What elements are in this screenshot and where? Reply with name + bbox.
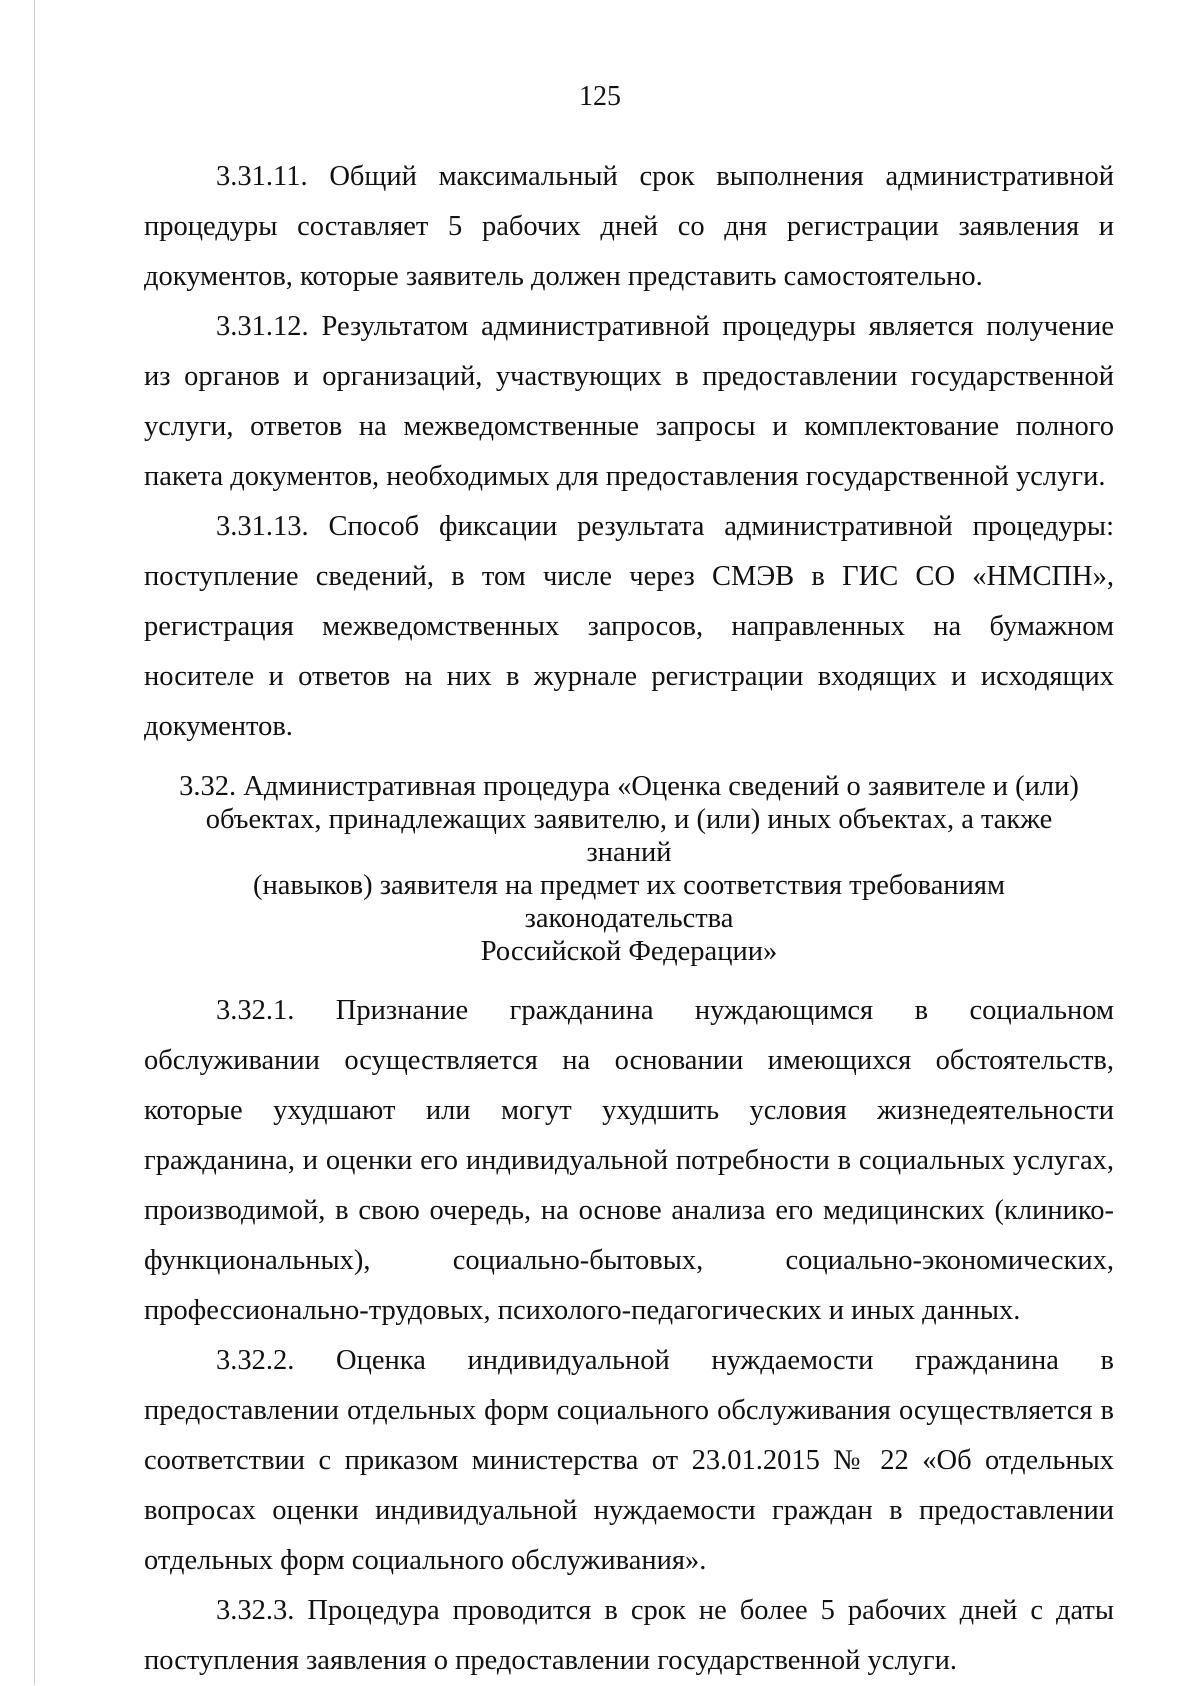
document-body	[144, 152, 1114, 1686]
section-heading-line: объектах, принадлежащих заявителю, и (или) иных объектах, а также знаний	[205, 804, 1053, 868]
paragraph-3-32-1: 3.32.1. Признание гражданина нуждающимся в социальном обслуживании осуществляется на основании имеющихся обстоятельств, которые ухудшают или могут ухудшить условия жизнедеятельности гражданина, и оценки его индивидуальной потребности в социальных услугах, производимой, в свою очередь, на основе анализа его медицинских (клинико-функциональных), социально-бытовых, социально-экономических, профессионально-трудовых, психолого-педагогических и иных данных.	[144, 995, 1114, 1326]
section-heading-3-32	[144, 770, 1114, 968]
section-heading-line: 3.32. Административная процедура «Оценка сведений о заявителе и (или)	[179, 771, 1079, 802]
section-heading-line: Российской Федерации»	[480, 936, 778, 967]
scan-edge-left	[34, 0, 35, 1685]
paragraph-3-31-12: 3.31.12. Результатом административной процедуры является получение из органов и организаций, участвующих в предоставлении государственной услуги, ответов на межведомственные запросы и комплектование полного пакета документов, необходимых для предоставления государственной услуги.	[144, 311, 1114, 492]
paragraph-3-31-13: 3.31.13. Способ фиксации результата административной процедуры: поступление сведений, в том числе через СМЭВ в ГИС СО «НМСПН», регистрация межведомственных запросов, направленных на бумажном носителе и ответов на них в журнале регистрации входящих и исходящих документов.	[144, 511, 1114, 742]
paragraph-3-31-11: 3.31.11. Общий максимальный срок выполнения административной процедуры составляет 5 рабочих дней со дня регистрации заявления и документов, которые заявитель должен представить самостоятельно.	[144, 161, 1114, 292]
page-number: 125	[579, 81, 621, 112]
paragraph-3-32-2: 3.32.2. Оценка индивидуальной нуждаемости гражданина в предоставлении отдельных форм социального обслуживания осуществляется в соответствии с приказом министерства от 23.01.2015 № 22 «Об отдельных вопросах оценки индивидуальной нуждаемости граждан в предоставлении отдельных форм социального обслуживания».	[144, 1345, 1114, 1576]
paragraph-3-32-3: 3.32.3. Процедура проводится в срок не более 5 рабочих дней с даты поступления заявления о предоставлении государственной услуги.	[144, 1595, 1114, 1676]
section-heading-line: (навыков) заявителя на предмет их соответствия требованиям законодательства	[252, 870, 1006, 934]
